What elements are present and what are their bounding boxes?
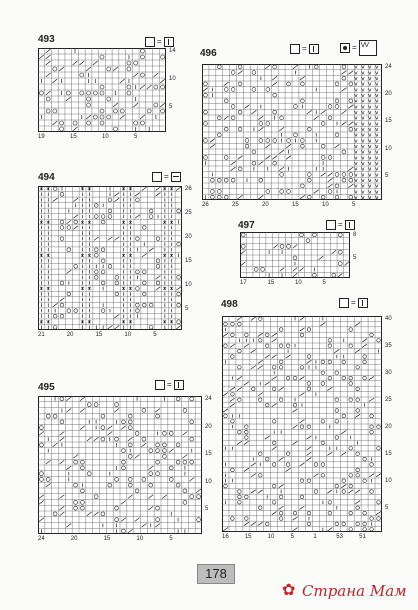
svg-text:×: ×: [80, 319, 85, 326]
svg-text:v: v: [361, 121, 365, 128]
svg-text:×: ×: [128, 186, 133, 193]
svg-text:v: v: [375, 166, 379, 173]
svg-text:×: ×: [87, 319, 92, 326]
column-label: 20: [70, 536, 78, 542]
svg-text:×: ×: [169, 253, 174, 259]
column-label: 15: [103, 536, 111, 542]
column-label: 10: [136, 536, 144, 542]
svg-text:v: v: [375, 115, 379, 122]
svg-text:v: v: [354, 161, 358, 167]
svg-text:×: ×: [128, 253, 133, 259]
row-label: 10: [385, 478, 392, 484]
svg-text:v: v: [354, 189, 358, 196]
svg-text:v: v: [368, 115, 372, 122]
svg-text:v: v: [375, 149, 379, 156]
svg-text:v: v: [375, 155, 379, 162]
svg-text:v: v: [361, 98, 365, 105]
column-label: 20: [66, 332, 74, 338]
svg-text:v: v: [361, 110, 365, 116]
pattern-number-497: 497: [238, 220, 255, 231]
svg-text:×: ×: [121, 253, 126, 259]
key-empty-square: [152, 172, 162, 182]
svg-text:v: v: [354, 104, 358, 111]
watermark: Страна Мам: [302, 582, 407, 600]
svg-text:v: v: [368, 172, 372, 179]
svg-text:v: v: [354, 178, 358, 184]
svg-text:×: ×: [162, 219, 168, 226]
svg-text:v: v: [361, 132, 365, 139]
svg-text:×: ×: [121, 319, 126, 326]
key-empty-square: [155, 380, 165, 390]
svg-text:v: v: [354, 93, 358, 99]
row-label: 24: [205, 396, 212, 402]
svg-text:v: v: [368, 81, 372, 88]
svg-text:v: v: [375, 172, 379, 179]
svg-text:v: v: [361, 115, 365, 122]
svg-text:×: ×: [87, 219, 92, 226]
key-498: =: [339, 298, 368, 308]
svg-text:×: ×: [39, 253, 44, 259]
svg-text:v: v: [354, 64, 358, 71]
svg-text:v: v: [354, 144, 358, 150]
column-label: 51: [359, 534, 366, 540]
svg-text:v: v: [361, 149, 365, 156]
svg-text:v: v: [354, 70, 358, 77]
key-dash-symbol: [171, 172, 181, 182]
row-label: 15: [385, 118, 392, 125]
svg-text:×: ×: [169, 219, 174, 226]
row-label: 8: [353, 232, 357, 238]
svg-text:v: v: [368, 76, 372, 82]
svg-text:×: ×: [169, 319, 174, 326]
svg-text:v: v: [361, 81, 365, 88]
row-label: 15: [185, 258, 192, 264]
svg-text:v: v: [354, 81, 358, 88]
svg-text:×: ×: [45, 219, 51, 226]
svg-text:v: v: [368, 166, 372, 173]
row-label: 25: [185, 210, 192, 216]
pattern-number-498: 498: [221, 299, 238, 310]
svg-text:v: v: [361, 138, 365, 145]
svg-text:v: v: [354, 76, 358, 82]
svg-text:v: v: [375, 70, 379, 77]
row-label: 14: [169, 48, 176, 54]
svg-text:v: v: [368, 132, 372, 139]
svg-text:×: ×: [80, 219, 85, 226]
svg-text:v: v: [361, 127, 365, 133]
svg-text:v: v: [354, 110, 358, 116]
svg-text:v: v: [368, 70, 372, 77]
chart-493: [38, 48, 166, 132]
key-purl-symbol: [358, 298, 368, 308]
svg-text:×: ×: [80, 253, 85, 259]
column-label: 24: [38, 536, 45, 542]
key-purl-symbol: [164, 37, 174, 47]
key-empty-square: [290, 44, 300, 54]
row-label: 20: [205, 423, 212, 430]
row-label: 20: [385, 424, 392, 430]
svg-text:v: v: [368, 195, 372, 200]
row-label: 24: [385, 64, 392, 70]
svg-text:×: ×: [169, 286, 174, 293]
svg-text:v: v: [361, 189, 365, 196]
svg-text:v: v: [375, 144, 379, 150]
flower-icon: ✿: [282, 582, 296, 599]
column-label: 5: [352, 202, 356, 208]
svg-text:v: v: [354, 195, 358, 200]
column-label: 1: [313, 534, 317, 540]
svg-text:×: ×: [39, 186, 44, 193]
key-496-dot: = VV: [340, 40, 377, 56]
svg-text:v: v: [368, 144, 372, 150]
key-empty-square: [339, 298, 349, 308]
column-label: 10: [322, 202, 329, 208]
pattern-number-495: 495: [38, 382, 55, 393]
svg-text:×: ×: [45, 186, 51, 193]
svg-text:v: v: [361, 93, 365, 99]
svg-text:v: v: [375, 93, 379, 99]
svg-text:v: v: [368, 138, 372, 145]
svg-text:×: ×: [39, 286, 44, 293]
column-label: 15: [70, 134, 77, 140]
svg-text:v: v: [368, 87, 372, 94]
row-label: 5: [385, 172, 389, 179]
column-label: 25: [232, 202, 239, 208]
svg-text:×: ×: [45, 286, 51, 293]
svg-text:v: v: [354, 121, 358, 128]
svg-text:×: ×: [121, 286, 126, 293]
svg-text:v: v: [375, 98, 379, 105]
svg-text:v: v: [354, 149, 358, 156]
row-label: 20: [185, 234, 192, 240]
key-497: =: [326, 220, 355, 230]
svg-text:v: v: [368, 104, 372, 111]
svg-text:v: v: [354, 115, 358, 122]
chart-496: [202, 64, 382, 200]
svg-text:v: v: [368, 178, 372, 184]
column-label: 10: [102, 134, 109, 140]
svg-text:×: ×: [39, 319, 44, 326]
column-label: 17: [240, 280, 247, 286]
pattern-number-494: 494: [38, 172, 55, 183]
svg-text:v: v: [354, 138, 358, 145]
svg-text:v: v: [354, 183, 358, 190]
key-dot-symbol: [340, 43, 350, 53]
svg-text:×: ×: [80, 286, 85, 293]
svg-text:v: v: [368, 98, 372, 105]
svg-text:v: v: [375, 127, 379, 133]
row-label: 10: [169, 76, 176, 82]
svg-text:v: v: [375, 132, 379, 139]
svg-text:v: v: [368, 64, 372, 71]
row-label: 5: [205, 506, 209, 513]
column-label: 5: [134, 134, 138, 140]
column-label: 10: [295, 280, 302, 286]
column-label: 15: [267, 280, 275, 286]
svg-text:v: v: [354, 132, 358, 139]
svg-text:×: ×: [169, 186, 174, 193]
svg-text:×: ×: [162, 286, 168, 293]
svg-text:v: v: [368, 155, 372, 162]
pattern-number-496: 496: [200, 48, 217, 59]
svg-text:v: v: [361, 172, 365, 179]
svg-text:v: v: [375, 81, 379, 88]
key-purl-symbol: [345, 220, 355, 230]
svg-text:v: v: [354, 87, 358, 94]
row-label: 26: [185, 186, 192, 192]
svg-text:v: v: [361, 64, 365, 71]
svg-text:v: v: [354, 166, 358, 173]
svg-text:v: v: [361, 195, 365, 200]
svg-text:v: v: [368, 161, 372, 167]
svg-text:×: ×: [128, 319, 133, 326]
svg-text:v: v: [361, 76, 365, 82]
svg-text:×: ×: [162, 253, 168, 259]
svg-text:v: v: [368, 93, 372, 99]
column-label: 5: [322, 280, 326, 286]
key-v-sample: [359, 40, 377, 56]
svg-text:v: v: [375, 87, 379, 94]
svg-text:v: v: [368, 149, 372, 156]
row-label: 25: [385, 397, 392, 403]
svg-text:v: v: [361, 87, 365, 94]
svg-text:×: ×: [87, 286, 92, 293]
row-label: 5: [353, 255, 357, 261]
page-number: 178: [197, 564, 235, 584]
key-493: =: [145, 37, 174, 47]
column-label: 5: [169, 536, 173, 542]
column-label: 21: [38, 332, 45, 338]
column-label: 26: [202, 202, 209, 208]
svg-text:v: v: [361, 183, 365, 190]
svg-text:×: ×: [45, 319, 51, 326]
row-label: 10: [185, 282, 192, 288]
svg-text:v: v: [368, 183, 372, 190]
svg-text:v: v: [361, 70, 365, 77]
row-label: 15: [385, 451, 392, 457]
row-label: 35: [385, 343, 392, 349]
svg-text:v: v: [375, 64, 379, 71]
pattern-number-493: 493: [38, 34, 55, 45]
column-label: 5: [153, 332, 157, 338]
chart-495: [38, 396, 202, 534]
svg-text:×: ×: [128, 286, 133, 293]
svg-text:×: ×: [162, 186, 168, 193]
svg-text:×: ×: [80, 186, 85, 193]
row-label: 10: [205, 478, 212, 485]
row-label: 5: [185, 306, 189, 312]
key-purl-symbol: [309, 44, 319, 54]
svg-text:×: ×: [128, 219, 133, 226]
svg-text:v: v: [375, 189, 379, 196]
column-label: 19: [38, 134, 45, 140]
row-label: 10: [385, 145, 392, 152]
svg-text:×: ×: [87, 253, 92, 259]
svg-text:v: v: [375, 195, 379, 200]
chart-498: [222, 316, 382, 532]
svg-text:×: ×: [121, 219, 126, 226]
chart-494: [38, 186, 182, 330]
key-495: =: [155, 380, 184, 390]
svg-text:v: v: [375, 104, 379, 111]
svg-text:v: v: [375, 178, 379, 184]
svg-text:v: v: [361, 161, 365, 167]
svg-text:v: v: [375, 76, 379, 82]
column-label: 15: [292, 202, 299, 208]
column-label: 15: [244, 534, 252, 540]
column-label: 10: [267, 534, 275, 540]
svg-text:v: v: [368, 189, 372, 196]
key-496: =: [290, 44, 319, 54]
svg-text:v: v: [375, 183, 379, 190]
column-label: 16: [222, 534, 229, 540]
row-label: 5: [385, 505, 389, 511]
column-label: 10: [124, 332, 132, 338]
svg-text:×: ×: [45, 253, 51, 259]
svg-text:×: ×: [39, 219, 44, 226]
svg-text:×: ×: [162, 319, 168, 326]
svg-text:v: v: [361, 166, 365, 173]
column-label: 5: [290, 534, 294, 540]
svg-text:v: v: [361, 178, 365, 184]
svg-text:v: v: [354, 172, 358, 179]
svg-text:v: v: [361, 144, 365, 150]
column-label: 53: [336, 534, 343, 540]
key-empty-square: [326, 220, 336, 230]
svg-text:v: v: [368, 121, 372, 128]
svg-text:v: v: [375, 161, 379, 167]
key-494: =: [152, 172, 181, 182]
column-label: 20: [262, 202, 269, 208]
row-label: 5: [169, 104, 173, 110]
svg-text:v: v: [375, 121, 379, 128]
svg-text:v: v: [361, 104, 365, 111]
chart-497: [240, 232, 350, 278]
row-label: 30: [385, 370, 392, 376]
svg-text:v: v: [361, 155, 365, 162]
svg-text:×: ×: [87, 186, 92, 193]
svg-text:×: ×: [121, 186, 126, 193]
svg-text:v: v: [375, 138, 379, 145]
key-empty-square: [145, 37, 155, 47]
svg-text:v: v: [375, 110, 379, 116]
svg-text:v: v: [354, 127, 358, 133]
svg-text:v: v: [368, 110, 372, 116]
column-label: 15: [95, 332, 103, 338]
key-purl-symbol: [174, 380, 184, 390]
row-label: 40: [385, 316, 392, 322]
svg-text:v: v: [368, 127, 372, 133]
svg-text:v: v: [354, 98, 358, 105]
row-label: 15: [205, 451, 212, 458]
svg-text:v: v: [354, 155, 358, 162]
row-label: 20: [385, 91, 392, 98]
